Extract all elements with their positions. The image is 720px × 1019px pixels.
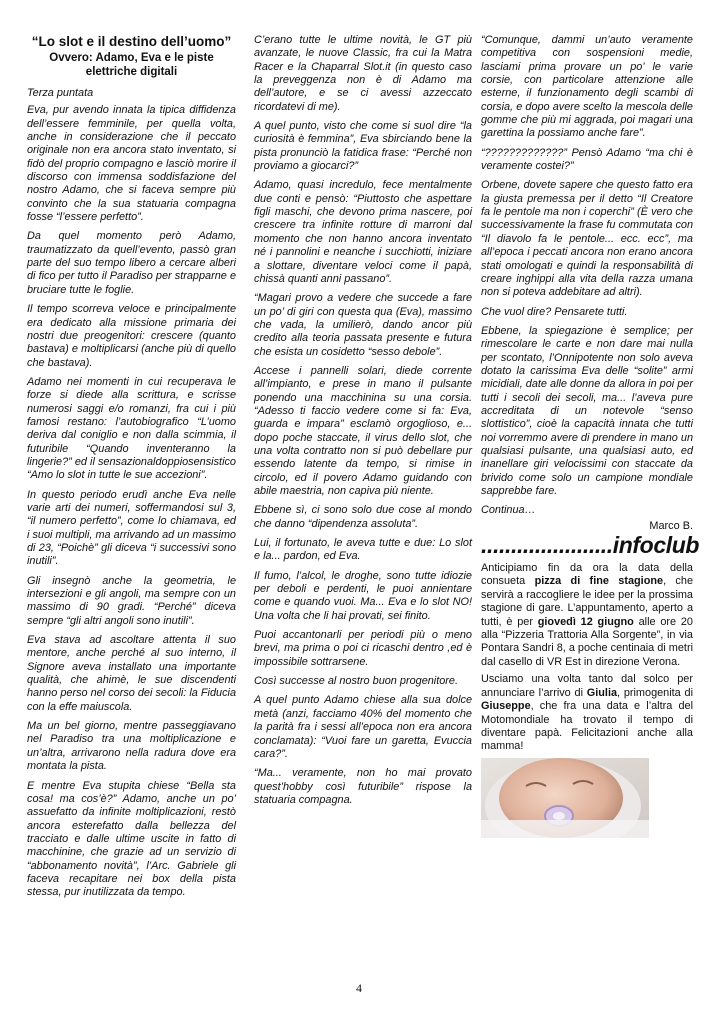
article-paragraph: Eva, pur avendo innata la tipica diffidenza dell’essere femminile, per quella volta, anche in considerazione che il peccato originale non era ancora stato inventato, si fidò del proprio compagno e lasciò morire il discorso con immensa soddisfazione del nostro Adamo, che si faceva sempre più convinto che la sua statuaria compagna fosse “l’essere perfetto”. (27, 104, 236, 224)
article-paragraph: Il fumo, l’alcol, le droghe, sono tutte idiozie per deboli e perdenti, le puoi annientare come e quando vuoi. Ma... Eva e lo slot NO! Una volta che li hai provati, sei finito. (254, 569, 472, 622)
article-paragraph: Così successe al nostro buon progenitore. (254, 675, 459, 688)
infoclub-heading: ......................infoclub (481, 532, 700, 559)
article-signature: Marco B. (649, 519, 693, 532)
article-paragraph: “Magari provo a vedere che succede a fare un po’ di giri con questa qua (Eva), massimo che vada, la umilierò, dando ancor più credito alla teoria passata presente e futura che esista un cosidetto “sesso debole”. (254, 292, 472, 358)
article-title: “Lo slot e il destino dell’uomo” (31, 34, 232, 49)
article-paragraph: Ebbene, la spiegazione è semplice; per rimescolare le carte e non dare mai nulla per scontato, l’Onnipotente non solo aveva dotato la carissima Eva delle “solite” armi micidiali, date alle donne da allora in poi per tutti i secoli dei secoli, ma... l’aveva pure accreditata di un notevole “senso slottistico”, cioè la capacità innata che tutti noi vorremmo avere di prendere in mano un qualsiasi pulsante, una qualsiasi auto, ed inanellare giri velocissimi con staccate da brivido come solo un campione mondiale sapprebbe fare. (481, 324, 693, 497)
article-paragraph: Ebbene sì, ci sono solo due cose al mondo che danno “dipendenza assoluta”. (254, 504, 472, 530)
infoclub-paragraph: Anticipiamo fin da ora la data della consueta pizza di fine stagione, che servirà a raccogliere le idee per la prossima stagione di gare. L’appuntamento, aperto a tutti, è per giovedì 12 giugno alle ore 20 alla “Pizzeria Trattoria Alla Sorgente”, in via Pontara Sandri 8, a poche centinaia di metri dal casello di VR Est in direzione Verona. (481, 562, 693, 668)
article-paragraph: Da quel momento però Adamo, traumatizzato da quell’evento, passò gran parte del suo tempo libero a cercare alberi di fico per tutto il Paradiso per strapparne e bruciare tutte le foglie. (27, 230, 236, 296)
article-column-1 (27, 34, 236, 906)
article-paragraph: Ma un bel giorno, mentre passeggiavano nel Paradiso tra una moltiplicazione e un’altra, arrivarono nella radura dove era montata la pista. (27, 720, 236, 773)
article-paragraph: Che vuol dire? Pensarete tutti. (481, 305, 628, 318)
article-kicker: Terza puntata (27, 87, 94, 99)
article-paragraph: Il tempo scorreva veloce e principalmente era dedicato alla missione primaria dei nostri due preogenitori: crescere (quanto bastava) e moltiplicarsi (anche più di quello che bastava). (27, 303, 236, 369)
article-paragraph: Gli insegnò anche la geometria, le intersezioni e gli angoli, ma sempre con un massimo di 90 gradi. “Perché” diceva sempre “gli altri angoli sono inutili”. (27, 574, 236, 627)
article-paragraph: Continua… (481, 504, 536, 517)
article-paragraph: “Ma... veramente, non ho mai provato quest’hobby così futuribile” rispose la statuaria compagna. (254, 767, 472, 806)
article-paragraph: A quel punto Adamo chiese alla sua dolce metà (anzi, facciamo 40% del momento che la parità fra i sessi all’epoca non era ancora conclamata): “Vuoi fare un garetta, Evuccia cara?”. (254, 694, 472, 760)
article-paragraph: Accese i pannelli solari, diede corrente all’impianto, e prese in mano il pulsante ponendo una macchinina su una corsia. “Adesso ti faccio vedere come si fa: Eva, guarda e impara” esclamò orgoglioso, e... dopo poche staccate, il virus dello slot, che una volta contratto non si può debellare pur essendo latente da tempo, si rimise in circolo, ed il povero Adamo guidando con abile maestria, non capiva più niente. (254, 364, 472, 497)
article-paragraph: Eva stava ad ascoltare attenta il suo mentore, anche perché al suo interno, il Signore aveva installato una importante qualità, che ahimè, le sue discendenti hanno perso nel corso dei secoli: la Fiducia con la effe maiuscola. (27, 634, 236, 713)
article-paragraph: “Comunque, dammi un’auto veramente competitiva con sospensioni medie, lasciami prima provare un po’ le varie corsie, con particolare attenzione alle esterne, il funzionamento degli scambi di corsia, e dopo avere scelto la mescola delle gomme che più mi aggrada, poi magari una garettina la possiamo anche fare”. (481, 34, 693, 140)
article-paragraph: In questo periodo erudì anche Eva nelle varie arti dei numeri, soffermandosi sul 3, “il numero perfetto”, come lo chiamava, ed i suoi multipli, ma arrivando ad un massimo di 23, “Poichè” gli diceva “i successivi sono inutili”. (27, 488, 236, 568)
article-paragraph: Orbene, dovete sapere che questo fatto era la giusta premessa per il detto “Il Creatore fa le pentole ma non i coperchi” (È vero che successivamente la frase fu commutata con “Il diavolo fa le pentole... ecc. ecc”, ma all’epoca i peccati ancora non erano ancora stati omologati e quindi la responsabilità di creare inghippi alla vita della razza umana non si poteva addebitare ad altri). (481, 179, 693, 299)
article-column-2 (254, 34, 472, 813)
article-paragraph: “?????????????” Pensò Adamo “ma chi è veramente costei?” (481, 146, 693, 173)
article-paragraph: Puoi accantonarli per periodi più o meno brevi, ma prima o poi ci ricaschi dentro ,ed è impossibile sottrarsene. (254, 629, 472, 668)
article-paragraph: A quel punto, visto che come si suol dire “la curiosità è femmina”, Eva sbirciando bene la pista pronunciò la fatidica frase: “Perché non proviamo a giocarci?” (254, 120, 472, 173)
article-paragraph: E mentre Eva stupita chiese “Bella sta cosa! ma cos’è?” Adamo, anche un po’ assuefatto da infinite moltiplicazioni, restò ancora esterefatto dalla bellezza del tracciato e dalle ultime uscite in fatto di macchinine, che grazie ad un servizio di “abbonamento novità”, l’Arc. Gabriele gli faceva recapitare nei box della pista stessa, pur inutilizzata da tempo. (27, 779, 236, 899)
article-column-3 (481, 34, 700, 838)
article-subtitle: Ovvero: Adamo, Eva e le piste elettriche digitali (49, 52, 214, 78)
page-number: 4 (356, 981, 362, 995)
infoclub-paragraph: Usciamo una volta tanto dal solco per annunciare l’arrivo di Giulia, primogenita di Giuseppe, che fra una data e l’altra del Motomondiale ha trovato il tempo di diventare papà. Felicitazioni anche alla mamma! (481, 673, 693, 753)
infoclub-section (481, 562, 693, 754)
article-paragraph: Adamo, quasi incredulo, fece mentalmente due conti e pensò: “Piuttosto che aspettare figli maschi, che devono prima nascere, poi crescere tra infinite rotture di marroni dal momento che non hanno ancora inventato né i pannolini e neanche i succhiotti, iniziare a slottare, diventare veloci come il papà, chissà quanti anni passano”. (254, 179, 472, 285)
article-paragraph: Lui, il fortunato, le aveva tutte e due: Lo slot e la... pardon, ed Eva. (254, 537, 472, 563)
article-paragraph: Adamo nei momenti in cui recuperava le forze si diede alla scrittura, e scrisse numerosi saggi e/o romanzi, fra cui i più famosi restano: l’autobiografico “L’uomo deriva dal coniglio e non dalla scimmia, il futuribile “Quando inventeranno la lingerie?” ed il sensazionaldoppiosensistico “Amo lo slot in tutte le sue accezioni”. (27, 375, 236, 482)
baby-photo (481, 758, 649, 838)
article-paragraph: C’erano tutte le ultime novità, le GT più avanzate, le nuove Classic, fra cui la Matra Racer e la Chaparral Slot.it (in questo caso la preveggenza non è di Adamo ma dell’autore, e se ci avessi azzeccato ricordatevi di me). (254, 34, 472, 113)
